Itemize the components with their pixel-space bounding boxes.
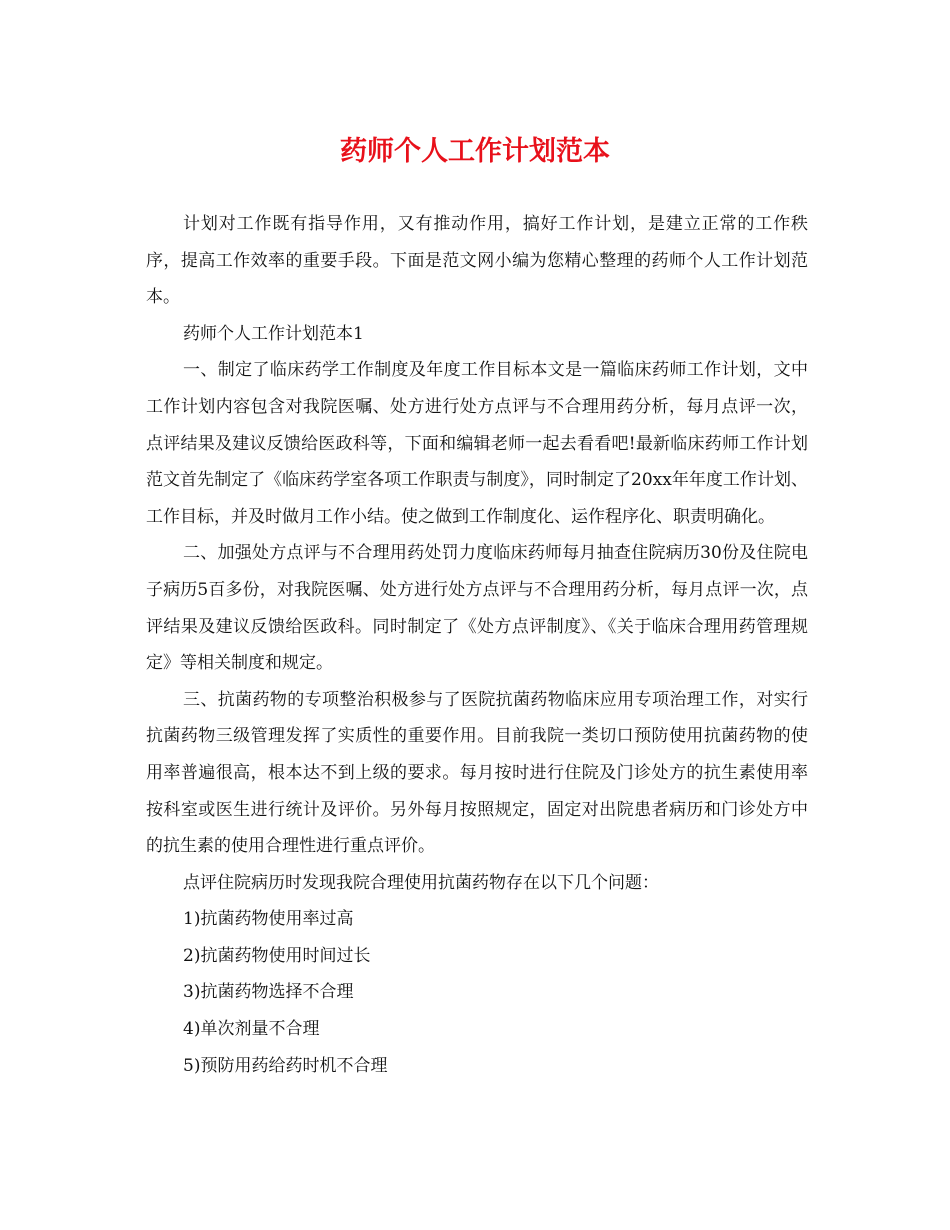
- paragraph-intro: 计划对工作既有指导作用，又有推动作用，搞好工作计划，是建立正常的工作秩序，提高工作效率的重要手段。下面是范文网小编为您精心整理的药师个人工作计划范本。: [146, 214, 808, 308]
- paragraph-issues-intro: 点评住院病历时发现我院合理使用抗菌药物存在以下几个问题：: [183, 872, 659, 893]
- list-item: 3)抗菌药物选择不合理: [183, 982, 354, 1003]
- paragraph-two: 二、加强处方点评与不合理用药处罚力度临床药师每月抽查住院病历30份及住院电子病历5百多份，对我院医嘱、处方进行处方点评与不合理用药分析，每月点评一次，点评结果及建议反馈给医政科。同时制定了《处方点评制度》、《关于临床合理用药管理规定》等相关制度和规定。: [146, 543, 808, 674]
- paragraph-one: 一、制定了临床药学工作制度及年度工作目标本文是一篇临床药师工作计划，文中工作计划内容包含对我院医嘱、处方进行处方点评与不合理用药分析，每月点评一次，点评结果及建议反馈给医政科等，下面和编辑老师一起去看看吧!最新临床药师工作计划范文首先制定了《临床药学室各项工作职责与制度》，同时制定了20xx年年度工作计划、工作目标，并及时做月工作小结。使之做到工作制度化、运作程序化、职责明确化。: [146, 360, 808, 527]
- document-body: [146, 206, 808, 1084]
- list-item: 2)抗菌药物使用时间过长: [183, 945, 371, 966]
- list-item: 1)抗菌药物使用率过高: [183, 909, 354, 930]
- document-title: 药师个人工作计划范本: [340, 136, 610, 167]
- list-item: 5)预防用药给药时机不合理: [183, 1055, 388, 1076]
- paragraph-three: 三、抗菌药物的专项整治积极参与了医院抗菌药物临床应用专项治理工作，对实行抗菌药物三级管理发挥了实质性的重要作用。目前我院一类切口预防使用抗菌药物的使用率普遍很高，根本达不到上级的要求。每月按时进行住院及门诊处方的抗生素使用率按科室或医生进行统计及评价。另外每月按照规定，固定对出院患者病历和门诊处方中的抗生素的使用合理性进行重点评价。: [146, 689, 808, 857]
- section-heading: 药师个人工作计划范本1: [183, 323, 364, 344]
- list-item: 4)单次剂量不合理: [183, 1019, 320, 1040]
